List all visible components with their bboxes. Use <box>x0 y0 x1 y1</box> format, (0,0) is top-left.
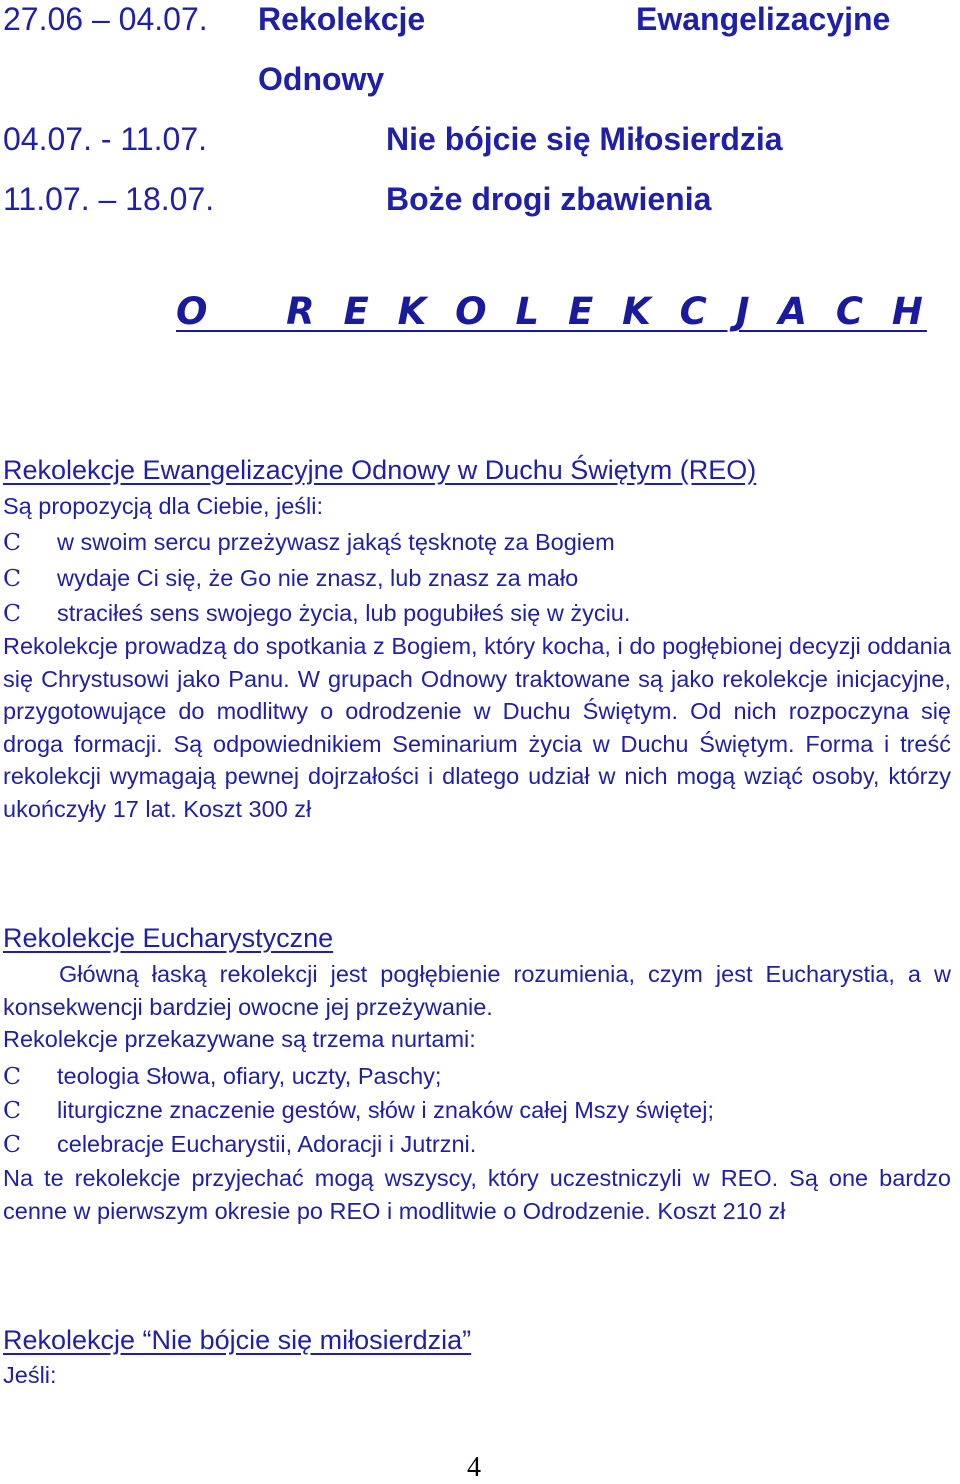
eucharist-bullet-2 <box>3 1096 714 1124</box>
reo-title: Rekolekcje Ewangelizacyjne Odnowy w Duchu Świętym (REO) <box>3 455 757 485</box>
eucharist-bullet-1-text: teologia Słowa, ofiary, uczty, Paschy; <box>57 1063 442 1089</box>
bullet-marker: C <box>3 564 21 592</box>
eucharist-paragraph: Główną łaską rekolekcji jest pogłębienie rozumienia, czym jest Eucharystia, a w konsekwencji bardziej owocne jej przeżywanie. <box>3 961 951 1020</box>
schedule-dates-3: 11.07. – 18.07. <box>3 181 215 217</box>
bullet-marker: C <box>3 1096 21 1124</box>
reo-bullet-3-text: straciłeś sens swojego życia, lub pogubiłeś się w życiu. <box>57 600 631 626</box>
schedule-title-1c: Odnowy <box>258 61 385 97</box>
eucharist-intro: Rekolekcje przekazywane są trzema nurtami: <box>3 1026 476 1052</box>
schedule-title-2: Nie bójcie się Miłosierdzia <box>386 121 783 157</box>
reo-bullet-1-text: w swoim sercu przeżywasz jakąś tęsknotę za Bogiem <box>57 529 615 555</box>
eucharist-bullet-3 <box>3 1130 476 1158</box>
eucharist-bullet-3-text: celebracje Eucharystii, Adoracji i Jutrzni. <box>57 1131 477 1157</box>
schedule-title-3: Boże drogi zbawienia <box>386 181 712 217</box>
schedule-title-1a: Rekolekcje <box>258 1 426 37</box>
reo-paragraph: Rekolekcje prowadzą do spotkania z Bogiem, który kocha, i do pogłębionej decyzji oddania się Chrystusowi jako Panu. W grupach Odnowy traktowane są jako rekolekcje inicjacyjne, przygotowujące do modlitwy o odrodzenie w Duchu Świętym. Od nich rozpoczyna się droga formacji. Są odpowiednikiem Seminarium życia w Duchu Świętym. Forma i treść rekolekcji wymagają pewnej dojrzałości i dlatego udział w nich mogą wziąć osoby, którzy ukończyły 17 lat. Koszt 300 zł <box>3 633 951 822</box>
eucharist-bullet-2-text: liturgiczne znaczenie gestów, słów i znaków całej Mszy świętej; <box>57 1097 714 1123</box>
reo-bullet-3 <box>3 599 630 627</box>
mercy-title: Rekolekcje “Nie bójcie się miłosierdzia” <box>3 1325 472 1355</box>
eucharist-title: Rekolekcje Eucharystyczne <box>3 923 334 953</box>
bullet-marker: C <box>3 528 21 556</box>
bullet-marker: C <box>3 1130 21 1158</box>
reo-bullet-1 <box>3 528 615 556</box>
mercy-intro: Jeśli: <box>3 1362 57 1388</box>
page-number: 4 <box>467 1452 481 1483</box>
eucharist-bullet-1 <box>3 1062 441 1090</box>
reo-bullet-2 <box>3 564 578 592</box>
reo-bullet-2-text: wydaje Ci się, że Go nie znasz, lub znasz za mało <box>57 565 579 591</box>
schedule-dates-1: 27.06 – 04.07. <box>3 1 208 37</box>
eucharist-closing: Na te rekolekcje przyjechać mogą wszyscy, który uczestniczyli w REO. Są one bardzo cenne w pierwszym okresie po REO i modlitwie o Odrodzenie. Koszt 210 zł <box>3 1165 951 1224</box>
schedule-title-1b: Ewangelizacyjne <box>636 1 891 37</box>
page-heading: O R E K O L E K C J A C H <box>176 290 927 333</box>
schedule-dates-2: 04.07. - 11.07. <box>3 121 207 157</box>
reo-intro: Są propozycją dla Ciebie, jeśli: <box>3 493 324 519</box>
bullet-marker: C <box>3 599 21 627</box>
bullet-marker: C <box>3 1062 21 1090</box>
